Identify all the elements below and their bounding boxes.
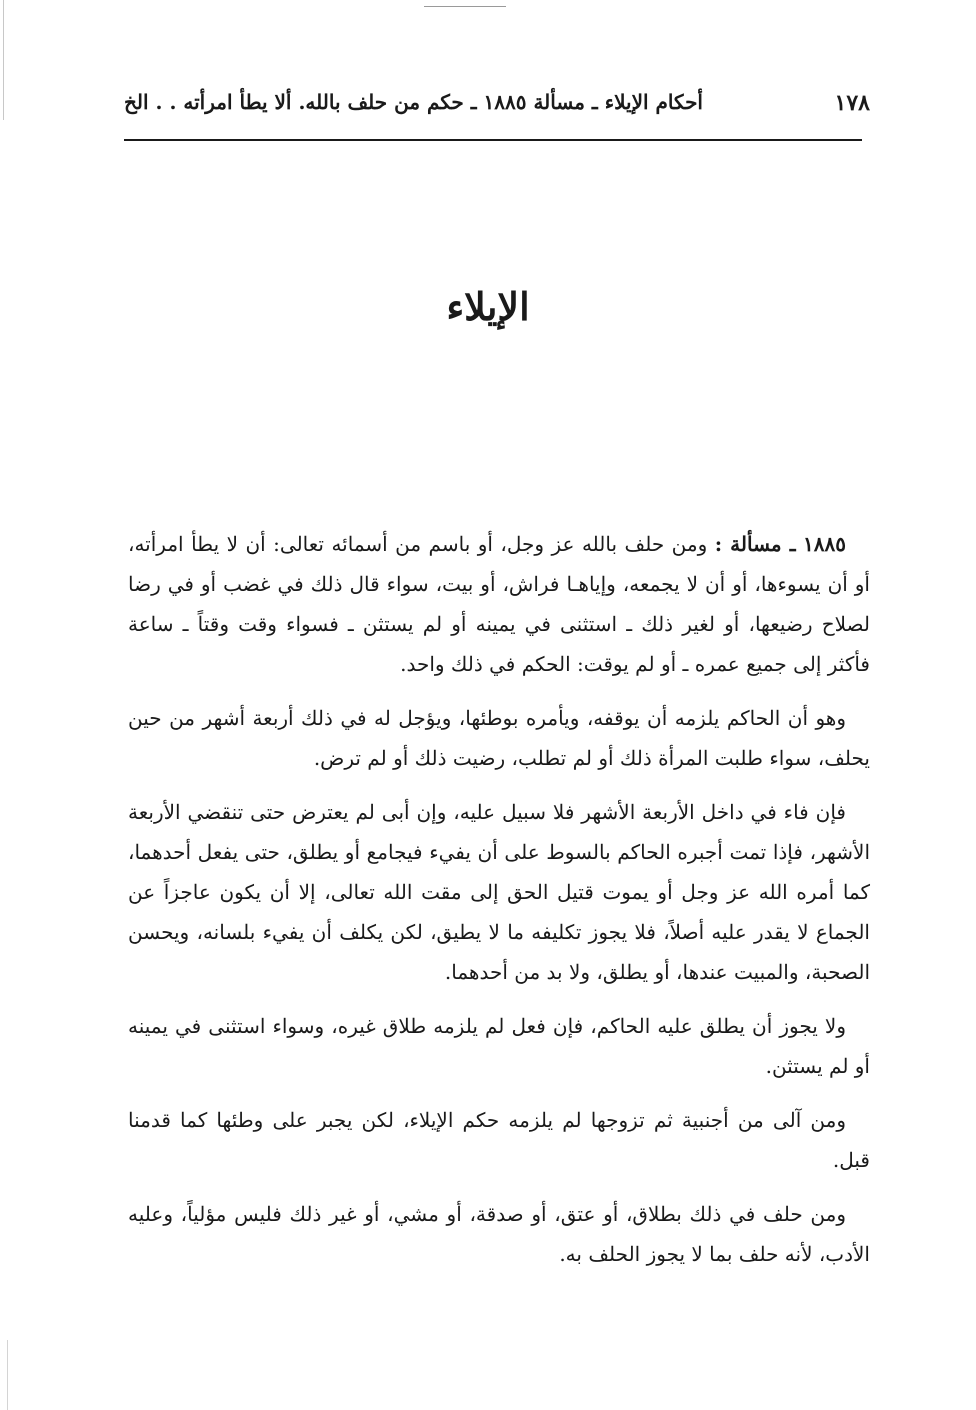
issue-number: ١٨٨٥ [803,532,846,556]
paragraph: ومن حلف في ذلك بطلاق، أو عتق، أو صدقة، أو مشي، أو غير ذلك فليس مؤلياً، وعليه الأدب، لأنه حلف بما لا يجوز الحلف به. [128,1202,870,1266]
paragraph-issue-1885 [128,524,870,684]
running-header [124,88,870,124]
paragraph: ومن آلى من أجنبية ثم تزوجها لم يلزمه حكم الإيلاء، لكن يجبر على وطئها كما قدمنا قبل. [128,1108,870,1172]
issue-label: ـ مسألة : [714,532,796,556]
chapter-title: الإيلاء [446,284,530,329]
paragraph: وهو أن الحاكم يلزمه أن يوقفه، ويأمره بوطئها، ويؤجل له في ذلك أربعة أشهر من حين يحلف، سواء طلبت المرأة ذلك أو لم تطلب، رضيت ذلك أو لم ترض. [128,706,870,770]
paragraph: فإن فاء في داخل الأربعة الأشهر فلا سبيل عليه، وإن أبى لم يعترض حتى تنقضي الأربعة الأشهر، فإذا تمت أجبره الحاكم بالسوط على أن يفيء فيجامع أو يطلق، حتى يفعل أحدهما، كما أمره الله عز وجل أو يموت قتيل الحق إلى مقت الله تعالى، إلا أن يكون عاجزاً عن الجماع لا يقدر عليه أصلاً، فلا يجوز تكليفه ما لا يطيق، لكن يكلف أن يفيء بلسانه، ويحسن الصحبة، والمبيت عندها، أو يطلق، ولا بد من أحدهما. [128,800,870,984]
scan-artifact-left-bottom [7,1340,8,1410]
paragraph-text: ومن حلف بالله عز وجل، أو باسم من أسمائه تعالى: أن لا يطأ امرأته، أو أن يسوءها، أو أن لا يجمعه، وإياهـا فراش، أو بيت، سواء قال ذلك في غضب أو في رضا لصلاح رضيعها، أو لغير ذلك ـ استثنى في يمينه أو لم يستثن ـ فسواء وقت وقتاً ـ ساعة فأكثر إلى جميع عمره ـ أو لم يوقت: الحكم في ذلك واحد. [128,532,870,676]
header-divider [124,139,862,141]
scan-artifact-top [424,6,506,7]
page-number: ١٧٨ [834,90,870,116]
running-title: أحكام الإيلاء ـ مسألة ١٨٨٥ ـ حكم من حلف بالله. ألا يطأ امرأته . . الخ [124,90,703,114]
paragraph: ولا يجوز أن يطلق عليه الحاكم، فإن فعل لم يلزمه طلاق غيره، وسواء استثنى في يمينه أو لم يستثن. [128,1014,870,1078]
main-text [128,524,870,1288]
scan-artifact-left [3,0,4,120]
